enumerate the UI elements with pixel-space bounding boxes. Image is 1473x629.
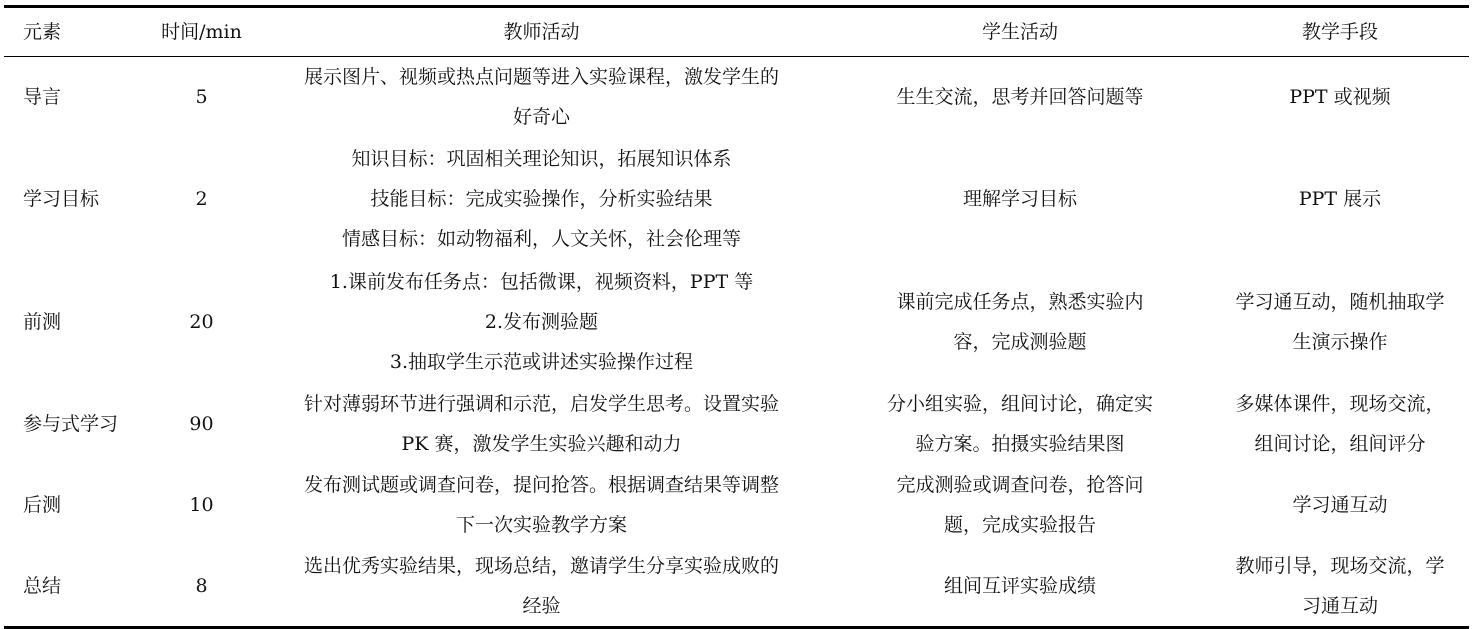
text-line: 分小组实验，组间讨论，确定实 [886, 393, 1153, 415]
text-line: 容，完成测验题 [953, 330, 1087, 353]
text-line: 教师引导，现场交流，学 [1235, 554, 1445, 577]
text-line: 发布测试题或调查问卷，提问抢答。根据调查结果等调整 [303, 474, 779, 496]
text-line: 完成测验或调查问卷，抢答问 [896, 474, 1144, 496]
cell-teaching-means [1211, 383, 1469, 465]
cell-element: 前测 [23, 310, 62, 333]
cell-teacher-activity [254, 545, 829, 628]
cell-teacher-activity [254, 383, 829, 465]
text-line: 情感目标：如动物福利，人文关怀，社会伦理等 [341, 227, 741, 250]
cell-time: 10 [189, 494, 214, 516]
text-line: 理解学习目标 [962, 187, 1077, 210]
cell-teaching-means [1211, 545, 1469, 628]
cell-time: 2 [195, 187, 208, 210]
cell-element: 总结 [23, 574, 62, 597]
text-line: 3.抽取学生示范或讲述实验操作过程 [389, 350, 694, 373]
cell-teacher-activity [254, 465, 829, 545]
text-line: 选出优秀实验结果，现场总结，邀请学生分享实验成败的 [303, 554, 779, 577]
text-line: 2.发布测验题 [484, 310, 599, 333]
lesson-plan-table [4, 5, 1469, 629]
text-line: 题，完成实验报告 [943, 514, 1096, 536]
cell-student-activity [829, 545, 1211, 628]
text-line: 组间互评实验成绩 [943, 574, 1096, 597]
cell-teacher-activity [254, 137, 829, 260]
table-row [4, 137, 1469, 260]
text-line: PPT 或视频 [1289, 86, 1391, 108]
cell-element: 学习目标 [23, 187, 100, 210]
text-line: 生演示操作 [1292, 330, 1388, 353]
text-line: 好奇心 [512, 106, 570, 128]
table-header-row [4, 7, 1469, 57]
text-line: 生生交流，思考并回答问题等 [896, 86, 1144, 108]
table-row [4, 545, 1469, 628]
cell-time: 5 [195, 86, 208, 108]
cell-teacher-activity [254, 57, 829, 138]
table-row [4, 383, 1469, 465]
cell-teaching-means [1211, 137, 1469, 260]
table-row [4, 57, 1469, 138]
text-line: PPT 展示 [1298, 187, 1382, 210]
cell-element: 参与式学习 [23, 413, 119, 435]
cell-student-activity [829, 383, 1211, 465]
table-row [4, 465, 1469, 545]
header-student-activity: 学生活动 [981, 21, 1058, 43]
cell-time: 90 [189, 413, 214, 435]
text-line: 习通互动 [1301, 594, 1378, 617]
text-line: 针对薄弱环节进行强调和示范，启发学生思考。设置实验 [303, 393, 779, 415]
header-time: 时间/min [161, 21, 242, 43]
header-teaching-means: 教学手段 [1301, 21, 1378, 43]
text-line: 1.课前发布任务点：包括微课，视频资料，PPT 等 [329, 270, 754, 293]
cell-teacher-activity [254, 260, 829, 383]
text-line: 下一次实验教学方案 [455, 514, 627, 536]
table-row [4, 260, 1469, 383]
text-line: 技能目标：完成实验操作，分析实验结果 [370, 187, 713, 210]
text-line: PK 赛，激发学生实验兴趣和动力 [401, 433, 682, 455]
text-line: 学习通互动，随机抽取学 [1235, 290, 1445, 313]
cell-element: 后测 [23, 494, 62, 516]
text-line: 经验 [522, 594, 561, 617]
cell-teaching-means [1211, 57, 1469, 138]
text-line: 课前完成任务点，熟悉实验内 [896, 290, 1144, 313]
header-teacher-activity: 教师活动 [503, 21, 580, 43]
text-line: 学习通互动 [1292, 494, 1388, 516]
cell-teaching-means [1211, 465, 1469, 545]
text-line: 展示图片、视频或热点问题等进入实验课程，激发学生的 [303, 66, 779, 88]
text-line: 知识目标：巩固相关理论知识，拓展知识体系 [351, 147, 732, 170]
cell-time: 20 [189, 310, 214, 333]
lesson-plan-table-wrapper [4, 5, 1469, 629]
text-line: 组间讨论，组间评分 [1254, 433, 1426, 455]
cell-time: 8 [195, 574, 208, 597]
cell-student-activity [829, 57, 1211, 138]
cell-element: 导言 [23, 86, 62, 108]
text-line: 多媒体课件，现场交流， [1235, 393, 1445, 415]
cell-student-activity [829, 137, 1211, 260]
cell-teaching-means [1211, 260, 1469, 383]
cell-student-activity [829, 260, 1211, 383]
header-element: 元素 [23, 21, 62, 43]
cell-student-activity [829, 465, 1211, 545]
text-line: 验方案。拍摄实验结果图 [915, 433, 1125, 455]
